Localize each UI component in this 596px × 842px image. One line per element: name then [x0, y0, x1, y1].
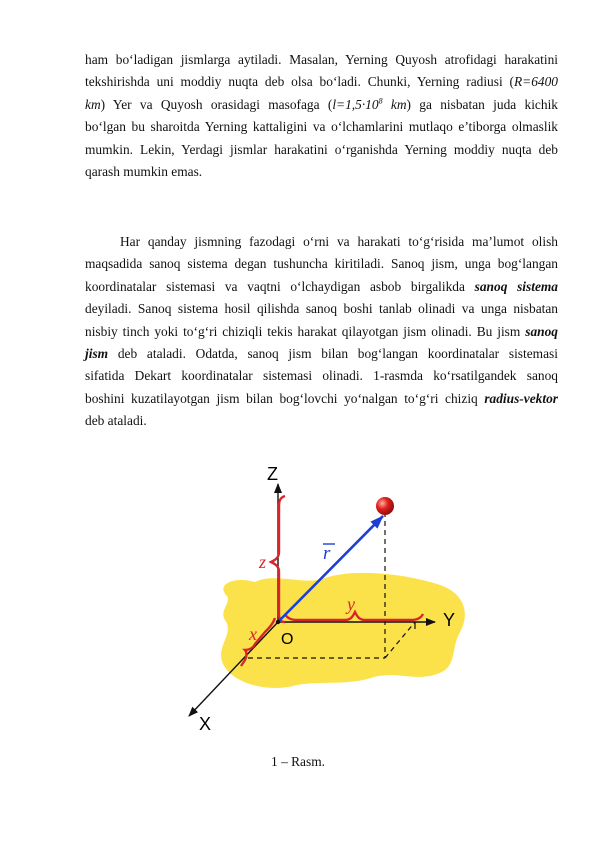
p2-line-4: deyiladi. Sanoq sistema hosil qilishda sanoq boshi tanlab olinadi va unga nisbatan — [85, 301, 558, 317]
p1-line-5: mumkin. Lekin, Yerdagi jismlar harakatini o‘rganishda Yerning moddiy nuqta deb — [85, 141, 558, 157]
paragraph-2 — [85, 231, 558, 433]
p2-line-3: koordinatalar sistemasi va vaqtni o‘lchaydigan asbob birgalikda sanoq sistema — [85, 278, 558, 294]
z-brace-label: z — [259, 552, 267, 572]
p1-line-2: tekshirishda uni moddiy nuqta deb olsa bo‘ladi. Chunki, Yerning radiusi (R=6400 — [85, 74, 558, 90]
p2-line-2: maqsadida sanoq sistema degan tushuncha kiritiladi. Sanoq jism, unga bog‘langan — [85, 256, 558, 272]
coordinate-system-figure — [175, 464, 505, 736]
figure-caption: 1 – Rasm. — [271, 754, 325, 769]
term-sanoq: sanoq — [525, 323, 558, 339]
p2-line-8: boshini kuzatilayotgan jism bilan bog‘lovchi yo‘nalgan to‘g‘ri chiziq radius-vektor — [85, 390, 558, 406]
x-brace-label: x — [249, 624, 257, 644]
p2-line-7: sifatida Dekart koordinatalar sistemasi olinadi. 1-rasmda ko‘rsatilgandek sanoq — [85, 368, 558, 384]
term-jism: jism — [85, 346, 109, 362]
y-axis-label: Y — [443, 610, 456, 630]
yellow-plane-blob — [221, 573, 465, 688]
y-brace-label: y — [347, 594, 355, 614]
point-ball — [376, 497, 394, 515]
origin-label: O — [281, 631, 294, 648]
p2-line-9: deb ataladi. — [85, 413, 147, 429]
p1-line-4: bo‘lgan bu sharoitda Yerning kattaligini va o‘lchamlarini mutlaqo e’tiborga olmaslik — [85, 119, 558, 135]
p1-line-1: ham bo‘ladigan jismlarga aytiladi. Masalan, Yerning Quyosh atrofidagi harakatini — [85, 52, 558, 67]
origin-dot — [276, 620, 280, 624]
p1-line-3: km) Yer va Quyosh orasidagi masofaga ($l=1,5\cdot 10^8$ km) ga nisbatan juda kichik — [85, 96, 558, 112]
paragraph-1 — [85, 49, 558, 183]
p1-line-6: qarash mumkin emas. — [85, 164, 203, 180]
x-axis-label: X — [199, 714, 212, 734]
z-axis-label: Z — [267, 464, 278, 484]
term-sanoq-sistema: sanoq sistema — [474, 278, 558, 294]
term-radius-vektor: radius-vektor — [484, 390, 558, 406]
p2-line-6: jism deb ataladi. Odatda, sanoq jism bilan bog‘langan koordinatalar sistemasi — [85, 346, 558, 362]
p2-line-1: Har qanday jismning fazodagi o‘rni va harakati to‘g‘risida ma’lumot olish — [120, 234, 558, 249]
r-vector-label: r — [323, 543, 331, 564]
p2-line-5: nisbiy tinch yoki to‘g‘ri chiziqli tekis harakat qilayotgan jism olinadi. Bu jism sanoq — [85, 323, 558, 339]
